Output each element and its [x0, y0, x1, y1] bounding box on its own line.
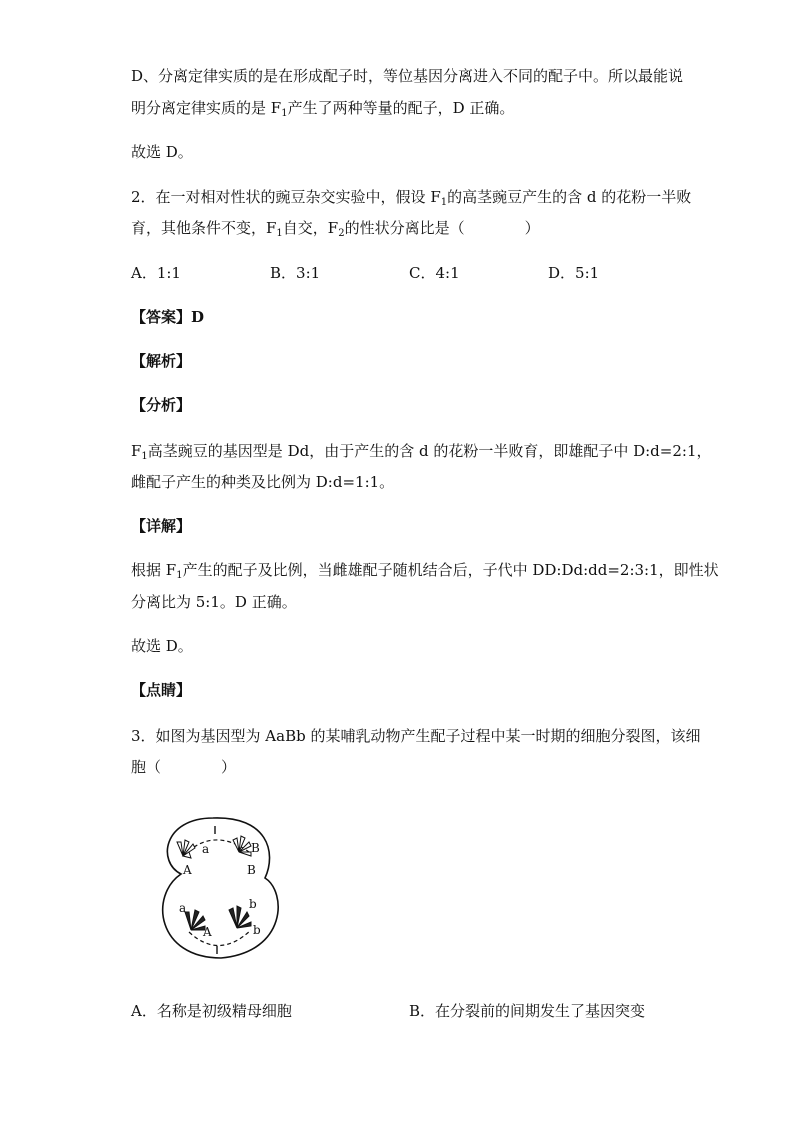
label-lower-b1: b [249, 897, 257, 911]
upper-left-chromosomes [177, 840, 195, 858]
analysis-line1: $F_1$高茎豌豆的基因型是 Dd，由于产生的含 d 的花粉一半败育，即雄配子中 D:d=2:1， [131, 442, 712, 462]
q2-option-b[interactable]: B．3:1 [270, 264, 321, 282]
cell-membrane [163, 818, 278, 958]
label-upper-a: a [202, 842, 210, 856]
q2-option-a[interactable]: A．1:1 [131, 264, 181, 282]
spindle-bottom [189, 930, 251, 946]
question-3-line1: 3．如图为基因型为 AaBb 的某哺乳动物产生配子过程中某一时期的细胞分裂图，该细 [131, 727, 701, 745]
lower-right-chromosomes [229, 906, 251, 928]
q3-option-b[interactable]: B．在分裂前的间期发生了基因突变 [409, 1002, 646, 1020]
fenxi-heading: 【分析】 [131, 396, 192, 414]
lower-left-chromosomes [185, 910, 205, 930]
upper-right-chromosomes [233, 836, 251, 856]
label-upper-B2: B [247, 863, 256, 877]
cell-division-figure [155, 812, 285, 962]
q3-option-a[interactable]: A．名称是初级精母细胞 [131, 1002, 292, 1020]
xiangjie-heading: 【详解】 [131, 517, 192, 535]
jiexi-heading: 【解析】 [131, 352, 192, 370]
question-3-line2: 胞（ ） [131, 758, 237, 776]
conclusion-2: 故选 D。 [131, 637, 193, 655]
dianjing-heading: 【点睛】 [131, 681, 192, 699]
label-lower-b2: b [253, 923, 261, 937]
question-2-line2: 育，其他条件不变，$F_1$自交，$F_2$的性状分离比是（ ） [131, 219, 540, 239]
label-lower-a: a [179, 901, 187, 915]
question-2-line1: 2．在一对相对性状的豌豆杂交实验中，假设 $F_1$的高茎豌豆产生的含 d 的花粉一半败 [131, 188, 692, 208]
detail-line2: 分离比为 5:1。D 正确。 [131, 593, 297, 611]
conclusion-1: 故选 D。 [131, 143, 193, 161]
option-d-explanation-line1: D、分离定律实质的是在形成配子时，等位基因分离进入不同的配子中。所以最能说 [131, 67, 684, 85]
detail-line1: 根据 $F_1$产生的配子及比例，当雌雄配子随机结合后，子代中 DD:Dd:dd=2:3:1，即性状 [131, 561, 719, 581]
answer-heading: 【答案】D [131, 308, 205, 326]
q2-option-d[interactable]: D．5:1 [548, 264, 600, 282]
q2-option-c[interactable]: C．4:1 [409, 264, 460, 282]
label-upper-A: A [183, 863, 192, 877]
option-d-explanation-line2: 明分离定律实质的是 $F_1$产生了两种等量的配子，D 正确。 [131, 99, 515, 119]
analysis-line2: 雌配子产生的种类及比例为 D:d=1:1。 [131, 473, 395, 491]
label-lower-A: A [203, 925, 212, 939]
label-upper-B1: B [251, 841, 260, 855]
